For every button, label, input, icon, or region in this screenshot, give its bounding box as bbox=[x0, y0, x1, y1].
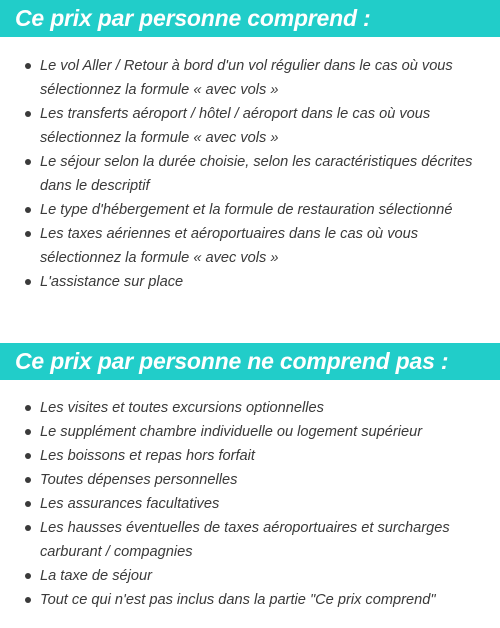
excluded-title: Ce prix par personne ne comprend pas : bbox=[15, 348, 449, 374]
bullet-icon bbox=[25, 501, 31, 507]
bullet-icon bbox=[25, 597, 31, 603]
list-item bbox=[0, 270, 500, 294]
list-item-text: La taxe de séjour bbox=[40, 568, 152, 584]
list-item bbox=[0, 444, 500, 468]
list-item bbox=[0, 588, 500, 612]
list-item-text: Les hausses éventuelles de taxes aéroportuaires et surcharges carburant / compagnies bbox=[40, 520, 450, 560]
list-item bbox=[0, 198, 500, 222]
included-title: Ce prix par personne comprend : bbox=[15, 5, 371, 31]
bullet-icon bbox=[25, 111, 31, 117]
list-item bbox=[0, 102, 500, 150]
list-item-text: Le vol Aller / Retour à bord d'un vol régulier dans le cas où vous sélectionnez la formule « avec vols » bbox=[40, 58, 453, 98]
excluded-list bbox=[0, 396, 500, 612]
bullet-icon bbox=[25, 573, 31, 579]
bullet-icon bbox=[25, 231, 31, 237]
list-item bbox=[0, 54, 500, 102]
excluded-banner bbox=[0, 343, 500, 380]
list-item-text: L'assistance sur place bbox=[40, 274, 184, 290]
list-item bbox=[0, 516, 500, 564]
list-item-text: Le séjour selon la durée choisie, selon les caractéristiques décrites dans le descriptif bbox=[40, 154, 473, 194]
bullet-icon bbox=[25, 477, 31, 483]
list-item-text: Les boissons et repas hors forfait bbox=[40, 448, 255, 464]
bullet-icon bbox=[25, 405, 31, 411]
list-item-text: Toutes dépenses personnelles bbox=[40, 472, 238, 488]
list-item-text: Tout ce qui n'est pas inclus dans la partie "Ce prix comprend" bbox=[40, 592, 436, 608]
list-item bbox=[0, 492, 500, 516]
bullet-icon bbox=[25, 63, 31, 69]
bullet-icon bbox=[25, 207, 31, 213]
list-item bbox=[0, 564, 500, 588]
bullet-icon bbox=[25, 525, 31, 531]
list-item-text: Le type d'hébergement et la formule de restauration sélectionné bbox=[40, 202, 453, 218]
included-section bbox=[0, 0, 500, 294]
list-item bbox=[0, 222, 500, 270]
included-banner bbox=[0, 0, 500, 37]
list-item-text: Les visites et toutes excursions optionnelles bbox=[40, 400, 324, 416]
list-item-text: Le supplément chambre individuelle ou logement supérieur bbox=[40, 424, 423, 440]
list-item-text: Les assurances facultatives bbox=[40, 496, 220, 512]
excluded-section bbox=[0, 343, 500, 612]
bullet-icon bbox=[25, 159, 31, 165]
list-item-text: Les taxes aériennes et aéroportuaires dans le cas où vous sélectionnez la formule « avec vols » bbox=[40, 226, 419, 266]
list-item bbox=[0, 468, 500, 492]
list-item bbox=[0, 150, 500, 198]
list-item bbox=[0, 396, 500, 420]
list-item-text: Les transferts aéroport / hôtel / aéroport dans le cas où vous sélectionnez la formule « avec vols » bbox=[40, 106, 431, 146]
list-item bbox=[0, 420, 500, 444]
bullet-icon bbox=[25, 429, 31, 435]
bullet-icon bbox=[25, 279, 31, 285]
included-list bbox=[0, 54, 500, 294]
bullet-icon bbox=[25, 453, 31, 459]
